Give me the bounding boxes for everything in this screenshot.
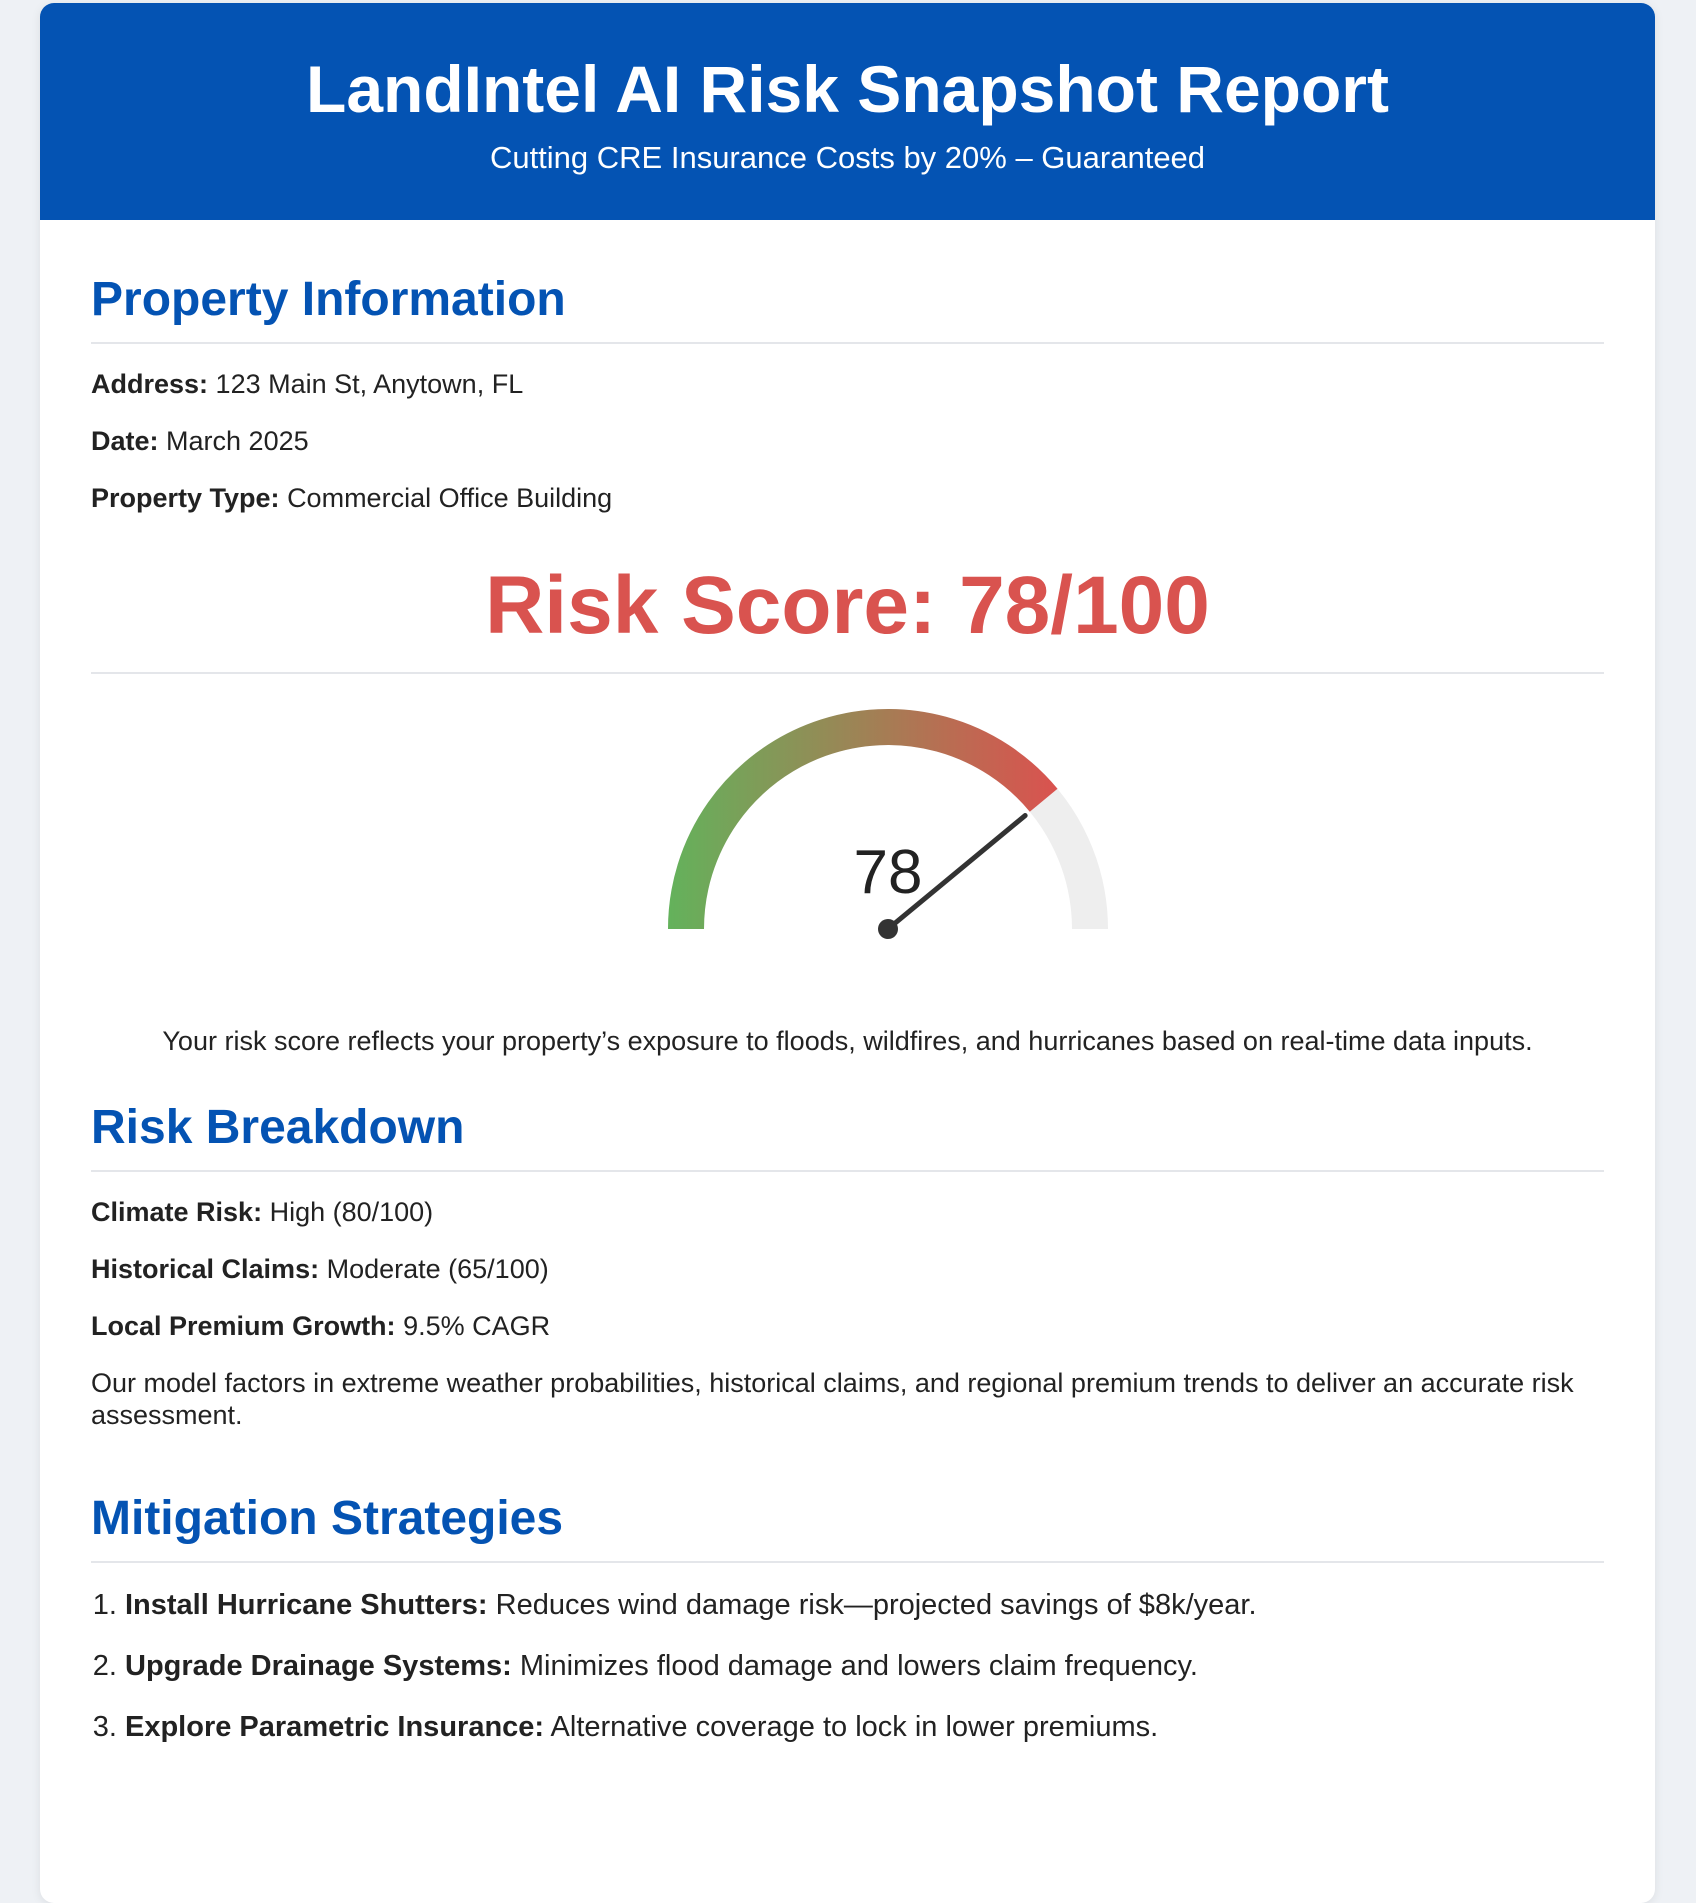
mitigation-item-title: Install Hurricane Shutters: [125, 1589, 488, 1621]
mitigation-item-title: Upgrade Drainage Systems: [125, 1650, 512, 1682]
mitigation-list [91, 1587, 1604, 1745]
risk-score-description: Your risk score reflects your property’s exposure to floods, wildfires, and hurricanes based on real-time data inputs. [162, 1026, 1533, 1056]
date-line [91, 425, 1604, 457]
mitigation-item [125, 1709, 1604, 1745]
report-title: LandIntel AI Risk Snapshot Report [306, 52, 1389, 126]
property-heading: Property Information [91, 270, 1604, 344]
date-label: Date: [91, 426, 159, 456]
breakdown-note: Our model factors in extreme weather probabilities, historical claims, and regional premium trends to deliver an accurate risk assessment. [91, 1368, 1574, 1430]
gauge-hub [878, 919, 898, 939]
mitigation-item-text: Alternative coverage to lock in lower premiums. [550, 1711, 1159, 1743]
address-value: 123 Main St, Anytown, FL [215, 369, 524, 399]
historical-claims-line [91, 1253, 1604, 1285]
address-label: Address: [91, 369, 209, 399]
mitigation-item-text: Reduces wind damage risk—projected savings of $8k/year. [495, 1589, 1257, 1621]
mitigation-heading: Mitigation Strategies [91, 1489, 1604, 1563]
report-content [40, 220, 1655, 1745]
climate-risk-label: Climate Risk: [91, 1197, 263, 1227]
gauge-value: 78 [853, 838, 923, 907]
property-type-line [91, 482, 1604, 514]
property-section [91, 220, 1604, 514]
property-type-label: Property Type: [91, 483, 280, 513]
climate-risk-value: High (80/100) [269, 1197, 434, 1227]
historical-claims-label: Historical Claims: [91, 1254, 320, 1284]
risk-score-title: Risk Score: 78/100 [91, 558, 1604, 674]
property-type-value: Commercial Office Building [287, 483, 613, 513]
report-header [40, 3, 1655, 220]
premium-growth-label: Local Premium Growth: [91, 1311, 396, 1341]
premium-growth-value: 9.5% CAGR [403, 1311, 551, 1341]
premium-growth-line [91, 1310, 1604, 1342]
report-card [40, 3, 1655, 1903]
mitigation-item-text: Minimizes flood damage and lowers claim frequency. [519, 1650, 1198, 1682]
mitigation-item [125, 1587, 1604, 1623]
address-line [91, 368, 1604, 400]
historical-claims-value: Moderate (65/100) [326, 1254, 549, 1284]
date-value: March 2025 [166, 426, 309, 456]
risk-gauge [91, 674, 1604, 1024]
mitigation-item-title: Explore Parametric Insurance: [125, 1711, 545, 1743]
report-subtitle: Cutting CRE Insurance Costs by 20% – Guaranteed [489, 140, 1206, 175]
breakdown-heading: Risk Breakdown [91, 1098, 1604, 1172]
mitigation-item [125, 1648, 1604, 1684]
climate-risk-line [91, 1196, 1604, 1228]
